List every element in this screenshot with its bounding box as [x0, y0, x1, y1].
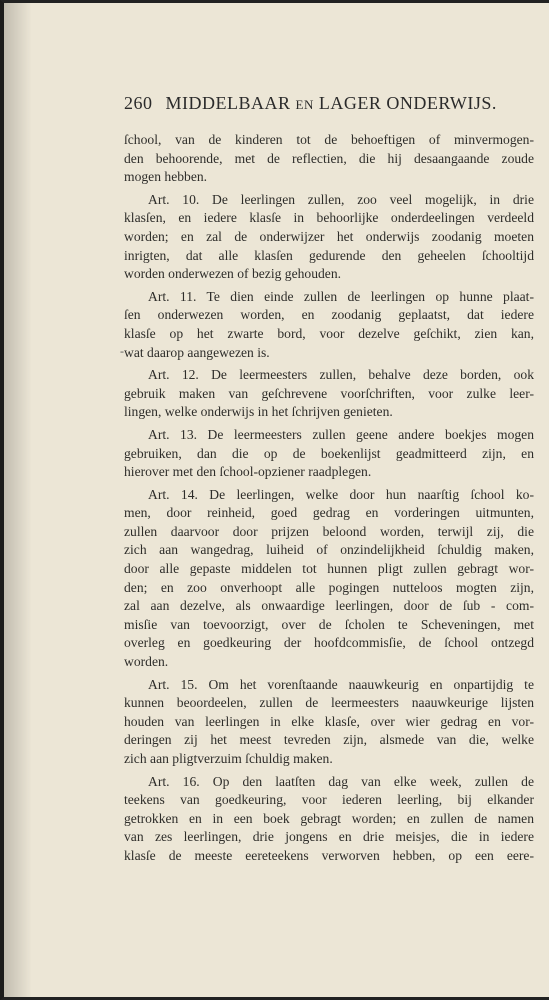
body-text: [124, 131, 534, 866]
text-line: zich aan wangedrag, luiheid of onzindelijkheid ſchuldig maken,: [124, 542, 534, 558]
paragraph: [124, 191, 534, 284]
paragraph: [124, 486, 534, 672]
text-line: mogen hebben.: [124, 169, 208, 185]
text-line: Art. 11. Te dien einde zullen de leerlingen op hunne plaat-: [148, 288, 534, 304]
text-line: zullen daarvoor door prijzen beloond worden, terwijl zij, die: [124, 523, 534, 539]
text-line: Art. 15. Om het vorenſtaande naauwkeurig en onpartijdig te: [148, 676, 534, 692]
text-line: worden.: [124, 654, 169, 670]
text-line: zal aan dezelve, als onwaardige leerlingen, door de ſub - com-: [124, 598, 534, 614]
paragraph: [124, 426, 534, 482]
text-line: houden van leerlingen in elke klasſe, over wier gedrag en vor-: [124, 713, 534, 729]
text-line: misſie van toevoorzigt, over de ſcholen te Scheveningen, met: [124, 616, 534, 632]
text-line: gebruik maken van geſchrevene voorſchriften, voor zulke leer-: [124, 385, 534, 401]
paragraph: [124, 131, 534, 187]
text-line: Art. 10. De leerlingen zullen, zoo veel mogelijk, in drie: [148, 191, 534, 207]
text-line: klasſen, en iedere klasſe in behoorlijke onderdeelingen verdeeld: [124, 210, 534, 226]
text-line: getrokken en in een boek gebragt worden; en zullen de namen: [124, 810, 534, 826]
text-line: worden onderwezen of bezig gehouden.: [124, 266, 342, 282]
margin-mark: -: [120, 344, 124, 358]
page-number: 260: [124, 93, 153, 113]
text-line: kunnen beoordeelen, zullen de leermeesters naauwkeurige lijsten: [124, 695, 534, 711]
paragraph: [124, 288, 534, 362]
text-line: lingen, welke onderwijs in het ſchrijven genieten.: [124, 404, 393, 420]
text-line: wat daarop aangewezen is.: [124, 344, 270, 360]
header-title-part1: MIDDELBAAR: [165, 93, 291, 113]
text-line: door alle gepaste middelen tot hunnen pligt zullen gebragt wor-: [124, 561, 534, 577]
header-title-part2: LAGER ONDERWIJS.: [318, 93, 497, 113]
text-line: Art. 14. De leerlingen, welke door hun naarſtig ſchool ko-: [148, 486, 534, 502]
paragraph: [124, 676, 534, 769]
text-line: den behoorende, met de reflectien, die hij desaangaande zoude: [124, 150, 534, 166]
paragraph: [124, 773, 534, 866]
text-line: klasſe op het zwarte bord, voor dezelve geſchikt, zien kan,: [124, 325, 534, 341]
text-line: deringen zij het meest tevreden zijn, alsmede van die, welke: [124, 732, 534, 748]
header-title-small: EN: [295, 97, 314, 112]
text-line: worden; en zal de onderwijzer het onderwijs zoodanig moeten: [124, 228, 534, 244]
text-line: ſchool, van de kinderen tot de behoeftigen of minvermogen-: [124, 132, 534, 147]
text-line: van zes leerlingen, drie jongens en drie meisjes, die in iedere: [124, 829, 534, 845]
text-line: klasſe de meeste eereteekens verworven hebben, op een eere-: [124, 847, 534, 863]
text-line: den; en zoo onverhoopt alle pogingen nutteloos mogten zijn,: [124, 579, 534, 595]
text-line: gebruiken, dan die op de boekenlijst geadmitteerd zijn, en: [124, 445, 534, 461]
text-line: ſen onderwezen worden, en zoodanig geplaatst, dat iedere: [124, 307, 534, 323]
text-line: inrigten, dat alle klasſen gedurende den geheelen ſchooltijd: [124, 247, 534, 263]
text-line: Art. 16. Op den laatſten dag van elke week, zullen de: [148, 773, 534, 789]
text-line: zich aan pligtverzuim ſchuldig maken.: [124, 751, 333, 766]
text-line: overleg en goedkeuring der hoofdcommisſie, de ſchool ontzegd: [124, 635, 534, 651]
text-line: teekens van goedkeuring, voor iederen leerling, bij elkander: [124, 792, 534, 808]
paragraph: [124, 366, 534, 422]
text-line: men, door reinheid, goed gedrag en vorderingen uitmunten,: [124, 505, 534, 521]
running-header: [124, 93, 497, 114]
text-line: hierover met den ſchool-opziener raadplegen.: [124, 464, 372, 480]
text-line: Art. 12. De leermeesters zullen, behalve deze borden, ook: [148, 367, 534, 383]
text-line: Art. 13. De leermeesters zullen geene andere boekjes mogen: [148, 426, 534, 442]
